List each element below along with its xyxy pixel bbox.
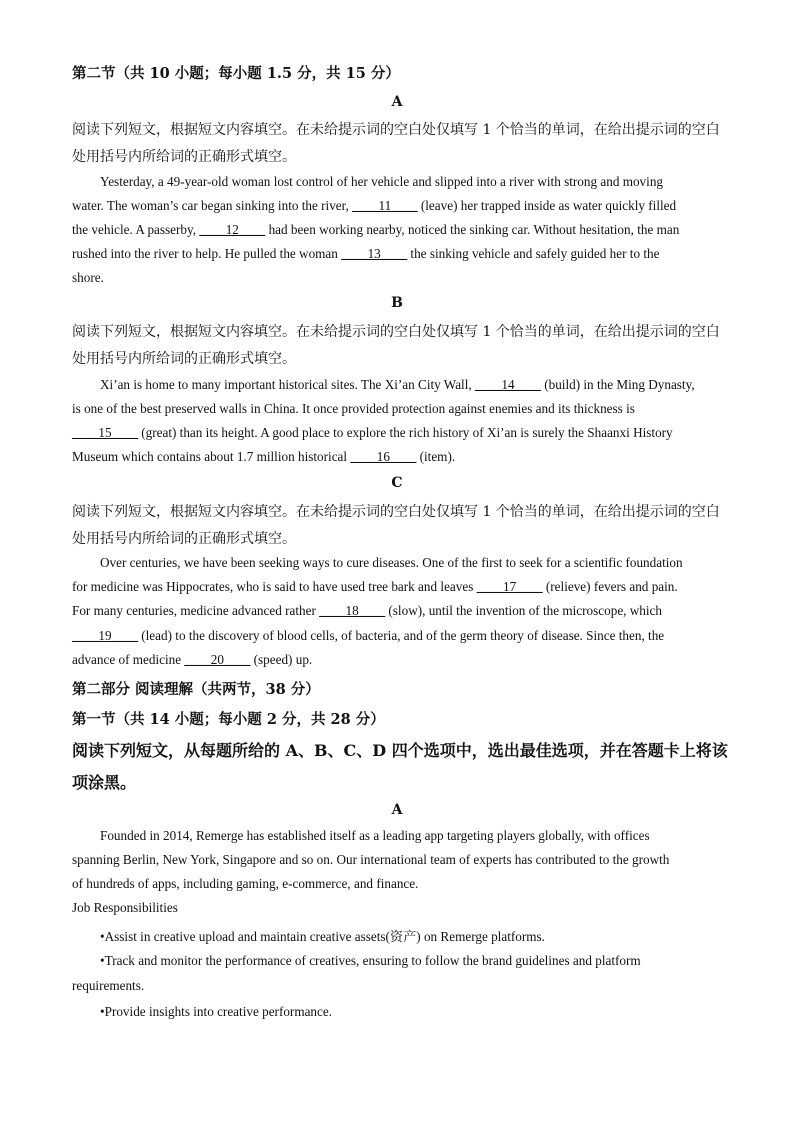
blank-12: ____12____ — [199, 222, 266, 237]
passage-text: advance of medicine ____20____ (speed) up. — [72, 652, 313, 667]
passage-text: for medicine was Hippocrates, who is said to have used tree bark and leaves ____17____ (relieve) fevers and pain. — [72, 579, 678, 594]
passage-text: water. The woman’s car began sinking into the river, ____11____ (leave) her trapped inside as water quickly filled — [72, 198, 677, 213]
passage-text: is one of the best preserved walls in China. It once provided protection against enemies and its thickness is — [72, 401, 635, 416]
passage-text: of hundreds of apps, including gaming, e-commerce, and finance. — [72, 876, 419, 891]
passage-text: Xi’an is home to many important historical sites. The Xi’an City Wall, ____14____ (build) in the Ming Dynasty, — [100, 377, 695, 392]
blank-20: ____20____ — [184, 652, 251, 667]
blank-19: ____19____ — [72, 628, 138, 643]
blank-18: ____18____ — [319, 603, 386, 618]
passage-text: Museum which contains about 1.7 million historical ____16____ (item). — [72, 449, 456, 464]
passage-text: ____15____ (great) than its height. A good place to explore the rich history of Xi’an is surely the Shaanxi History — [72, 425, 673, 440]
instruction-line: 阅读下列短文，根据短文内容填空。在未给提示词的空白处仅填写 1 个恰当的单词，在给出提示词的空白 — [72, 504, 720, 520]
passage-label-a: A — [391, 94, 403, 110]
instruction-line: 处用括号内所给词的正确形式填空。 — [72, 531, 296, 547]
blank-13: ____13____ — [341, 246, 408, 261]
section-heading: 第二节（共 10 小题；每小题 1.5 分，共 15 分） — [72, 65, 400, 82]
instruction-line: 阅读下列短文，根据短文内容填空。在未给提示词的空白处仅填写 1 个恰当的单词，在给出提示词的空白 — [72, 324, 720, 340]
instruction-line: 项涂黑。 — [72, 773, 137, 792]
passage-text: the vehicle. A passerby, ____12____ had been working nearby, noticed the sinking car. Without hesitation, the man — [72, 222, 680, 237]
blank-11: ____11____ — [352, 198, 418, 213]
bullet-item: •Provide insights into creative performance. — [100, 1004, 333, 1019]
blank-17: ____17____ — [476, 579, 543, 594]
blank-16: ____16____ — [350, 449, 417, 464]
passage-text: Yesterday, a 49-year-old woman lost control of her vehicle and slipped into a river with strong and moving — [100, 174, 664, 189]
instruction-line: 处用括号内所给词的正确形式填空。 — [72, 149, 296, 165]
part-heading: 第二部分 阅读理解（共两节，38 分） — [72, 681, 320, 698]
section-heading: 第一节（共 14 小题；每小题 2 分，共 28 分） — [72, 711, 385, 728]
passage-text: For many centuries, medicine advanced rather ____18____ (slow), until the invention of the microscope, which — [72, 603, 662, 618]
instruction-line: 阅读下列短文，从每题所给的 A、B、C、D 四个选项中，选出最佳选项，并在答题卡上将该 — [72, 741, 728, 760]
passage-text: ____19____ (lead) to the discovery of blood cells, of bacteria, and of the germ theory of disease. Since then, the — [72, 628, 665, 643]
passage-text: Founded in 2014, Remerge has established itself as a leading app targeting players globally, with offices — [100, 828, 650, 843]
blank-14: ____14____ — [474, 377, 541, 392]
passage-text: shore. — [72, 270, 104, 285]
passage-label-c: C — [391, 475, 403, 491]
instruction-line: 处用括号内所给词的正确形式填空。 — [72, 351, 296, 367]
job-title: Job Responsibilities — [72, 900, 178, 915]
instruction-line: 阅读下列短文，根据短文内容填空。在未给提示词的空白处仅填写 1 个恰当的单词，在给出提示词的空白 — [72, 122, 720, 138]
passage-text: Over centuries, we have been seeking ways to cure diseases. One of the first to seek for a scientific foundation — [100, 555, 683, 570]
passage-text: spanning Berlin, New York, Singapore and so on. Our international team of experts has contributed to the growth — [72, 852, 670, 867]
passage-text: rushed into the river to help. He pulled the woman ____13____ the sinking vehicle and safely guided her to the — [72, 246, 660, 261]
bullet-item-cont: requirements. — [72, 978, 145, 993]
passage-label-b: B — [391, 295, 403, 311]
bullet-item: •Track and monitor the performance of creatives, ensuring to follow the brand guidelines and platform — [100, 953, 641, 968]
bullet-item: •Assist in creative upload and maintain creative assets(资产) on Remerge platforms. — [100, 929, 545, 944]
blank-15: ____15____ — [72, 425, 138, 440]
passage-label-a: A — [391, 802, 403, 818]
